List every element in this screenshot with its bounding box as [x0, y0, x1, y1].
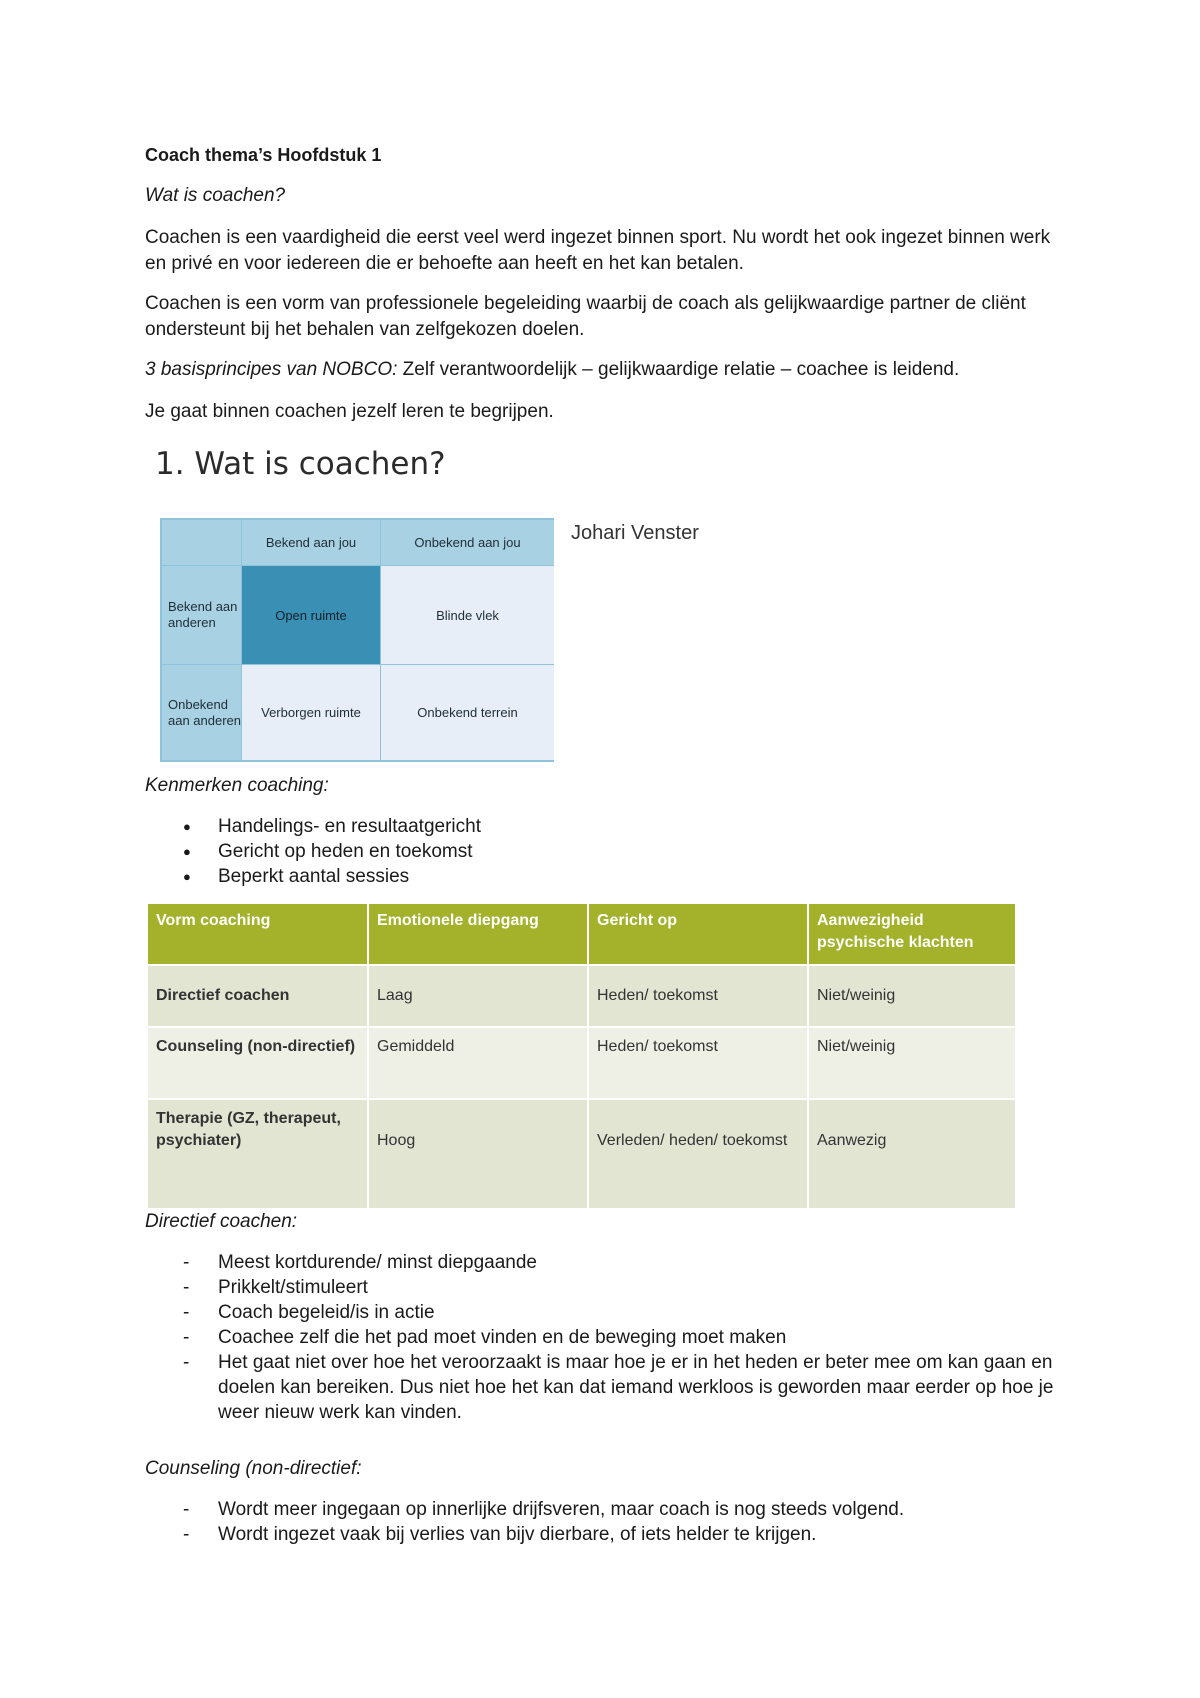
johari-open-space: Open ruimte [242, 566, 381, 665]
table-cell: Heden/ toekomst [588, 965, 808, 1027]
johari-blind-spot: Blinde vlek [381, 566, 554, 665]
list-item: - Wordt meer ingegaan op innerlijke drijfsveren, maar coach is nog steeds volgend. [145, 1497, 1075, 1522]
table-cell: Laag [368, 965, 588, 1027]
table-header-row [148, 904, 1016, 965]
paragraph-principles [145, 357, 1075, 383]
list-item: - Coach begeleid/is in actie [145, 1300, 1075, 1325]
list-item: - Meest kortdurende/ minst diepgaande [145, 1250, 1075, 1275]
johari-row-known: Bekend aan anderen [162, 566, 242, 665]
table-header: Gericht op [588, 904, 808, 965]
johari-hidden-space: Verborgen ruimte [242, 665, 381, 760]
johari-window [160, 518, 554, 762]
table-cell: Hoog [368, 1099, 588, 1208]
subheading-wat-is-coachen: Wat is coachen? [145, 185, 286, 206]
list-item: - Wordt ingezet vaak bij verlies van bijv dierbare, of iets helder te krijgen. [145, 1522, 1075, 1547]
kenmerken-list [145, 814, 1075, 889]
paragraph-2: Coachen is een vorm van professionele begeleiding waarbij de coach als gelijkwaardige partner de cliënt ondersteunt bij het behalen van zelfgekozen doelen. [145, 293, 1026, 340]
johari-col-known: Bekend aan jou [242, 520, 381, 566]
table-cell: Aanwezig [808, 1099, 1016, 1208]
table-row [148, 1099, 1016, 1208]
list-item: - Coachee zelf die het pad moet vinden en de beweging moet maken [145, 1325, 1075, 1350]
johari-row-unknown: Onbekend aan anderen [162, 665, 242, 760]
document-title: Coach thema’s Hoofdstuk 1 [145, 145, 382, 165]
table-cell: Verleden/ heden/ toekomst [588, 1099, 808, 1208]
table-cell: Niet/weinig [808, 1027, 1016, 1099]
principles-label: 3 basisprincipes van NOBCO: [145, 359, 398, 380]
list-item: ● Beperkt aantal sessies [145, 864, 1075, 889]
paragraph-3: Je gaat binnen coachen jezelf leren te begrijpen. [145, 401, 554, 422]
paragraph-1: Coachen is een vaardigheid die eerst veel werd ingezet binnen sport. Nu wordt het ook ingezet binnen werk en privé en voor iedereen die er behoefte aan heeft en het kan betalen. [145, 227, 1051, 274]
table-header: Vorm coaching [148, 904, 368, 965]
table-header: Emotionele diepgang [368, 904, 588, 965]
table-header: Aanwezigheid psychische klachten [808, 904, 1016, 965]
table-cell: Heden/ toekomst [588, 1027, 808, 1099]
johari-col-unknown: Onbekend aan jou [381, 520, 554, 566]
table-row [148, 965, 1016, 1027]
list-item: ● Gericht op heden en toekomst [145, 839, 1075, 864]
list-item: ● Handelings- en resultaatgericht [145, 814, 1075, 839]
directief-heading: Directief coachen: [145, 1211, 298, 1232]
list-item: - Prikkelt/stimuleert [145, 1275, 1075, 1300]
principles-text: Zelf verantwoordelijk – gelijkwaardige relatie – coachee is leidend. [397, 359, 960, 380]
counseling-heading: Counseling (non-directief: [145, 1458, 362, 1479]
johari-label: Johari Venster [571, 522, 699, 544]
coaching-forms-table [148, 904, 1017, 1208]
slide-title: 1. Wat is coachen? [155, 446, 446, 482]
johari-corner [162, 520, 242, 566]
table-row [148, 1027, 1016, 1099]
directief-list [145, 1250, 1075, 1425]
list-item: - Het gaat niet over hoe het veroorzaakt is maar hoe je er in het heden er beter mee om kan gaan en doelen kan bereiken. Dus niet hoe het kan dat iemand werkloos is geworden maar eerder op hoe je weer nieuw werk kan vinden. [145, 1350, 1075, 1425]
table-cell: Niet/weinig [808, 965, 1016, 1027]
table-cell: Directief coachen [148, 965, 368, 1027]
table-cell: Counseling (non-directief) [148, 1027, 368, 1099]
johari-unknown-terrain: Onbekend terrein [381, 665, 554, 760]
counseling-list [145, 1497, 1075, 1547]
table-cell: Therapie (GZ, therapeut, psychiater) [148, 1099, 368, 1208]
kenmerken-heading: Kenmerken coaching: [145, 775, 329, 796]
table-cell: Gemiddeld [368, 1027, 588, 1099]
